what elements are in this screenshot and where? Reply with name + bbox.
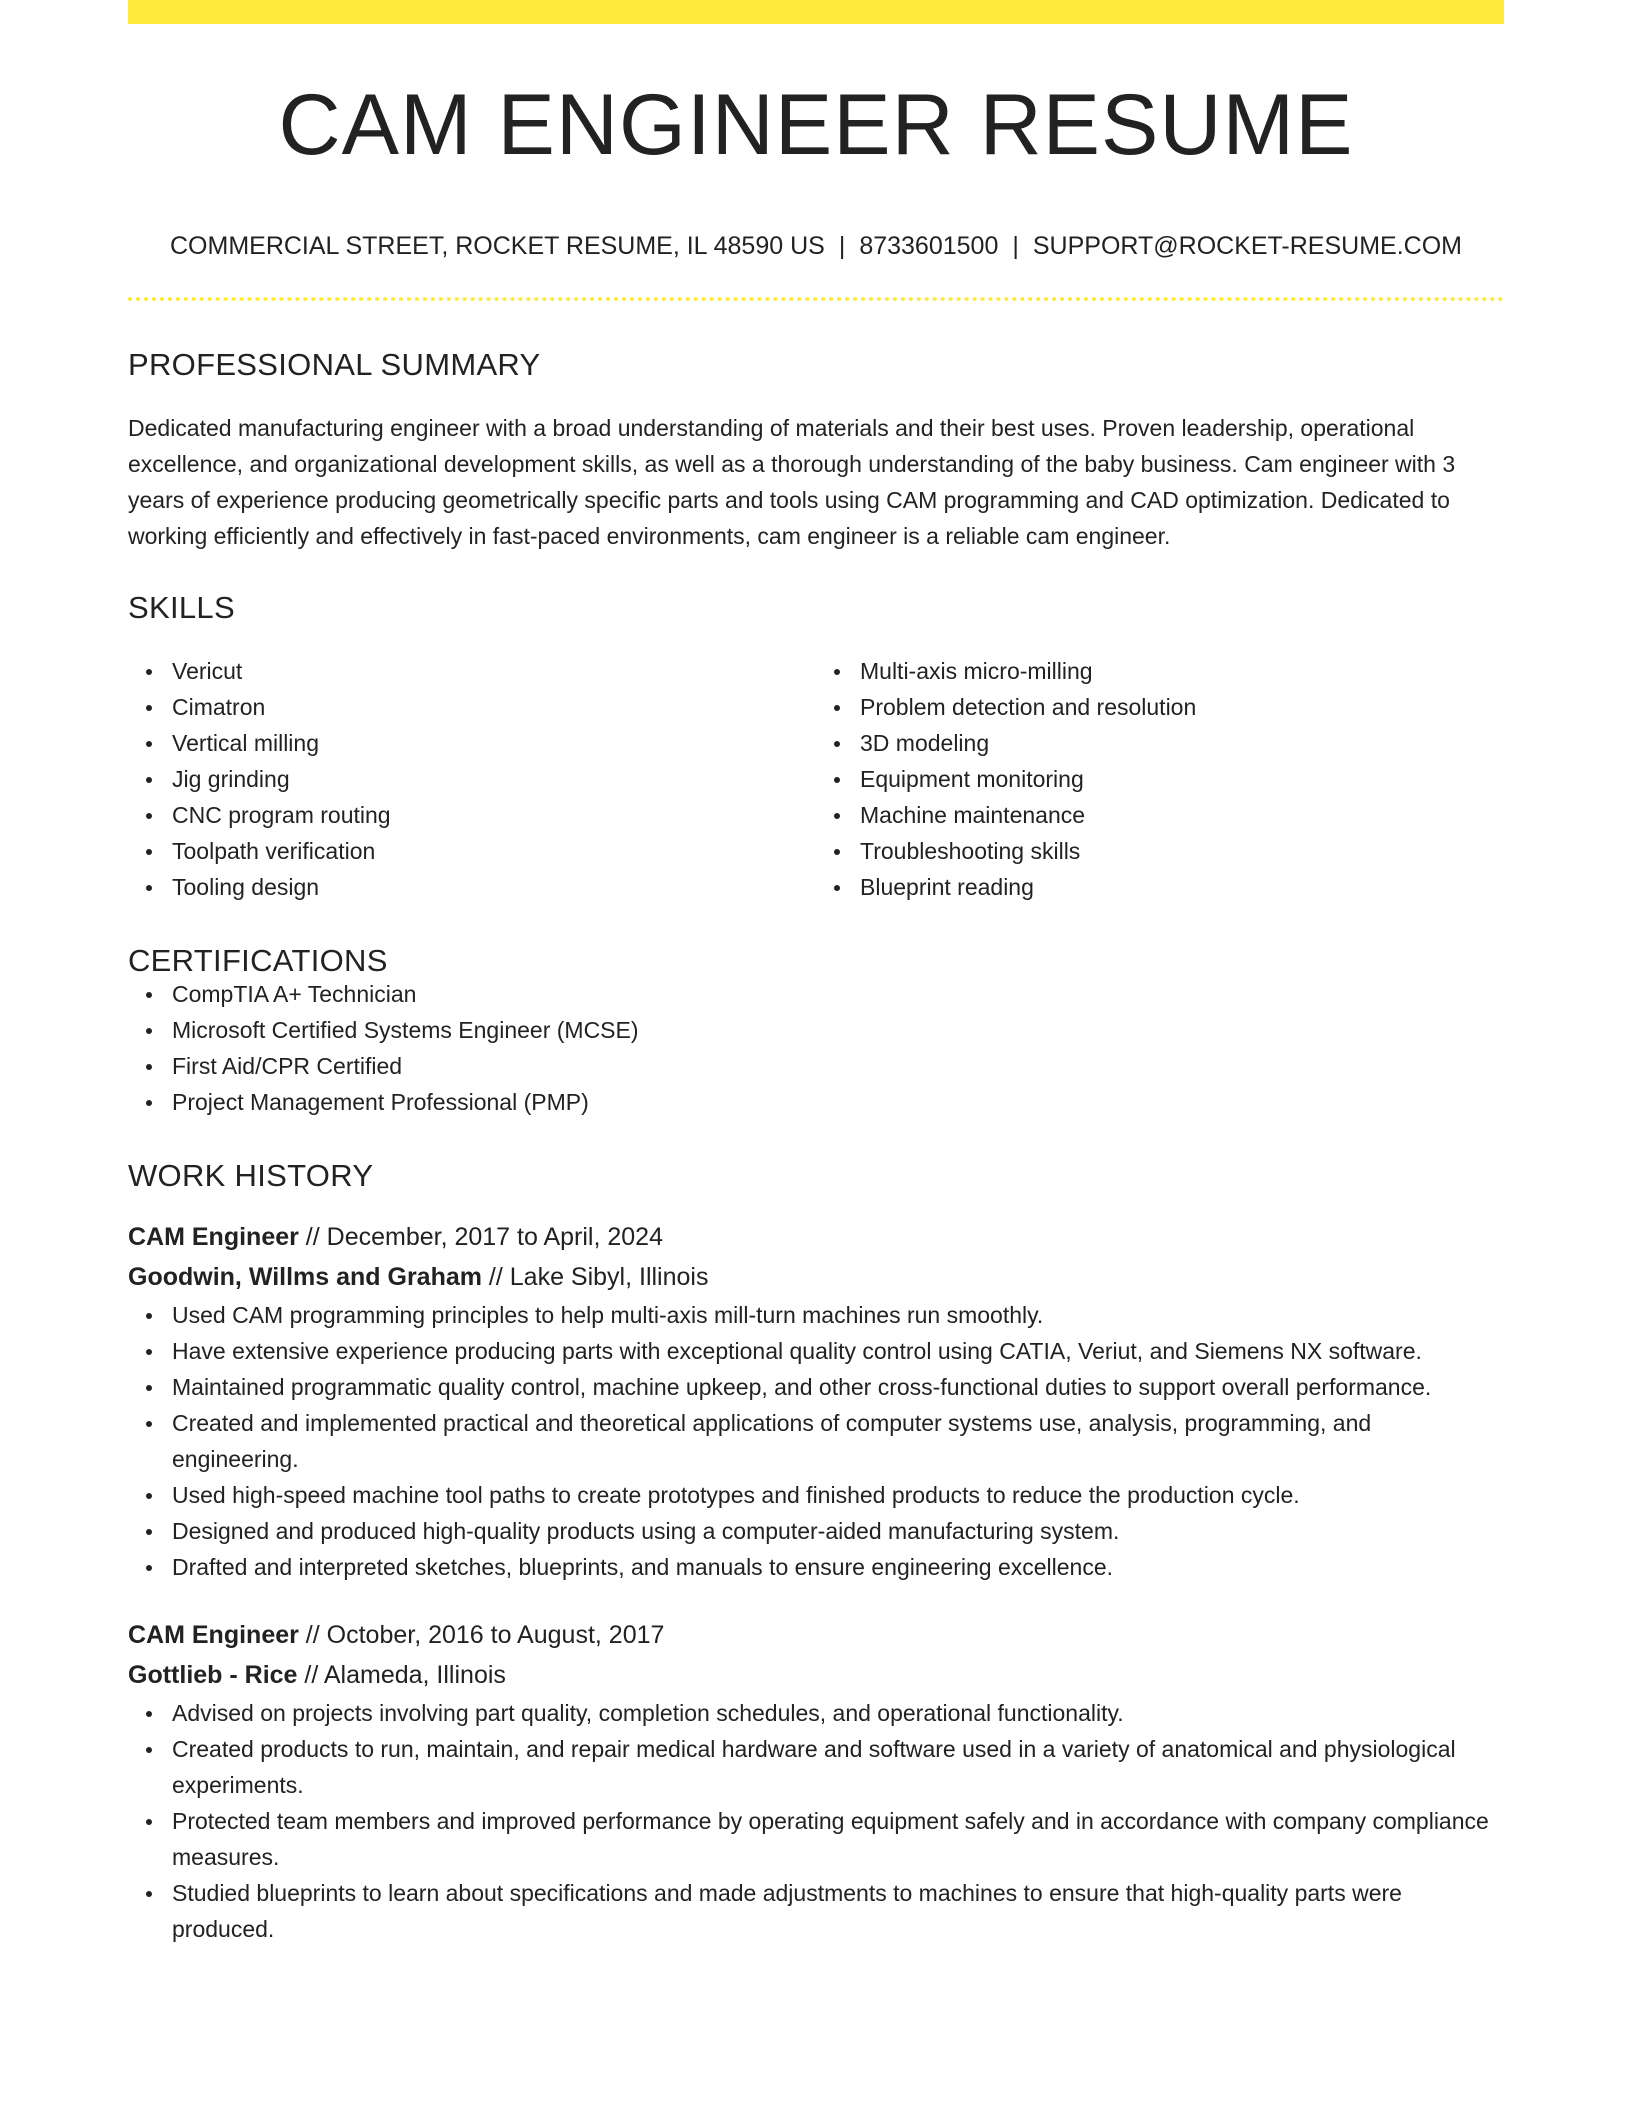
section-title-skills: SKILLS <box>128 590 235 625</box>
job-duty-item: Created products to run, maintain, and repair medical hardware and software used in a variety of anatomical and physiological experiments. <box>172 1731 1504 1803</box>
contact-separator: | <box>1012 232 1019 260</box>
job-duty-item: Created and implemented practical and theoretical applications of computer systems use, analysis, programming, and engineering. <box>172 1405 1504 1477</box>
job-duties-list <box>128 1695 1504 1947</box>
contact-phone: 8733601500 <box>859 232 999 260</box>
job-dates: // October, 2016 to August, 2017 <box>298 1621 665 1649</box>
job-duty-item: Maintained programmatic quality control, machine upkeep, and other cross-functional duties to support overall performance. <box>172 1369 1504 1405</box>
contact-email: SUPPORT@ROCKET-RESUME.COM <box>1032 232 1462 260</box>
job-location: // Lake Sibyl, Illinois <box>481 1263 709 1291</box>
job-title-line <box>128 1615 1504 1655</box>
skill-item: Multi-axis micro-milling <box>860 653 1504 689</box>
job-company-line <box>128 1655 1504 1695</box>
resume-page <box>128 0 1504 1947</box>
top-accent-bar <box>128 0 1504 24</box>
job-duty-item: Drafted and interpreted sketches, blueprints, and manuals to ensure engineering excellence. <box>172 1549 1504 1585</box>
job-title-line <box>128 1217 1504 1257</box>
section-title-work-history: WORK HISTORY <box>128 1158 374 1193</box>
resume-title: CAM ENGINEER RESUME <box>278 77 1354 173</box>
job-company: Gottlieb - Rice <box>128 1661 298 1689</box>
contact-address: COMMERCIAL STREET, ROCKET RESUME, IL 48590 US <box>170 232 825 260</box>
job-duty-item: Protected team members and improved performance by operating equipment safely and in accordance with company compliance measures. <box>172 1803 1504 1875</box>
contact-line <box>128 234 1504 259</box>
summary-text: Dedicated manufacturing engineer with a broad understanding of materials and their best uses. Proven leadership, operational excellence, and organizational development skills, as well as a thorough understanding of the baby business. Cam engineer with 3 years of experience producing geometrically specific parts and tools using CAM programming and CAD optimization. Dedicated to working efficiently and effectively in fast-paced environments, cam engineer is a reliable cam engineer. <box>128 415 1456 549</box>
skill-item: CNC program routing <box>172 797 816 833</box>
job-location: // Alameda, Illinois <box>297 1661 506 1689</box>
skill-item: Problem detection and resolution <box>860 689 1504 725</box>
contact-separator: | <box>838 232 846 260</box>
job-duty-item: Studied blueprints to learn about specifications and made adjustments to machines to ensure that high-quality parts were produced. <box>172 1875 1504 1947</box>
skill-item: Tooling design <box>172 869 816 905</box>
job-company-line <box>128 1257 1504 1297</box>
section-title-summary: PROFESSIONAL SUMMARY <box>128 347 541 382</box>
job-duty-item: Advised on projects involving part quality, completion schedules, and operational functionality. <box>172 1695 1504 1731</box>
certification-item: CompTIA A+ Technician <box>172 976 1504 1012</box>
job-duty-item: Have extensive experience producing parts with exceptional quality control using CATIA, Veriut, and Siemens NX software. <box>172 1333 1504 1369</box>
skills-list-right <box>816 653 1504 905</box>
skill-item: Jig grinding <box>172 761 816 797</box>
skill-item: Vericut <box>172 653 816 689</box>
certification-item: First Aid/CPR Certified <box>172 1048 1504 1084</box>
certification-item: Microsoft Certified Systems Engineer (MCSE) <box>172 1012 1504 1048</box>
skill-item: Vertical milling <box>172 725 816 761</box>
job-duty-item: Used CAM programming principles to help multi-axis mill-turn machines run smoothly. <box>172 1297 1504 1333</box>
certifications-list <box>128 976 1504 1120</box>
skills-list-left <box>128 653 816 905</box>
skill-item: Cimatron <box>172 689 816 725</box>
skill-item: Blueprint reading <box>860 869 1504 905</box>
skills-columns <box>128 653 1504 905</box>
job-duty-item: Used high-speed machine tool paths to create prototypes and finished products to reduce the production cycle. <box>172 1477 1504 1513</box>
job-duty-item: Designed and produced high-quality products using a computer-aided manufacturing system. <box>172 1513 1504 1549</box>
skill-item: Toolpath verification <box>172 833 816 869</box>
skill-item: 3D modeling <box>860 725 1504 761</box>
section-title-certifications: CERTIFICATIONS <box>128 943 388 978</box>
skill-item: Troubleshooting skills <box>860 833 1504 869</box>
certification-item: Project Management Professional (PMP) <box>172 1084 1504 1120</box>
header-divider <box>128 297 1504 301</box>
job-duties-list <box>128 1297 1504 1585</box>
skill-item: Equipment monitoring <box>860 761 1504 797</box>
skill-item: Machine maintenance <box>860 797 1504 833</box>
job-role: CAM Engineer <box>128 1621 299 1649</box>
job-company: Goodwin, Willms and Graham <box>128 1263 482 1291</box>
job-dates: // December, 2017 to April, 2024 <box>298 1223 663 1251</box>
job-role: CAM Engineer <box>128 1223 299 1251</box>
